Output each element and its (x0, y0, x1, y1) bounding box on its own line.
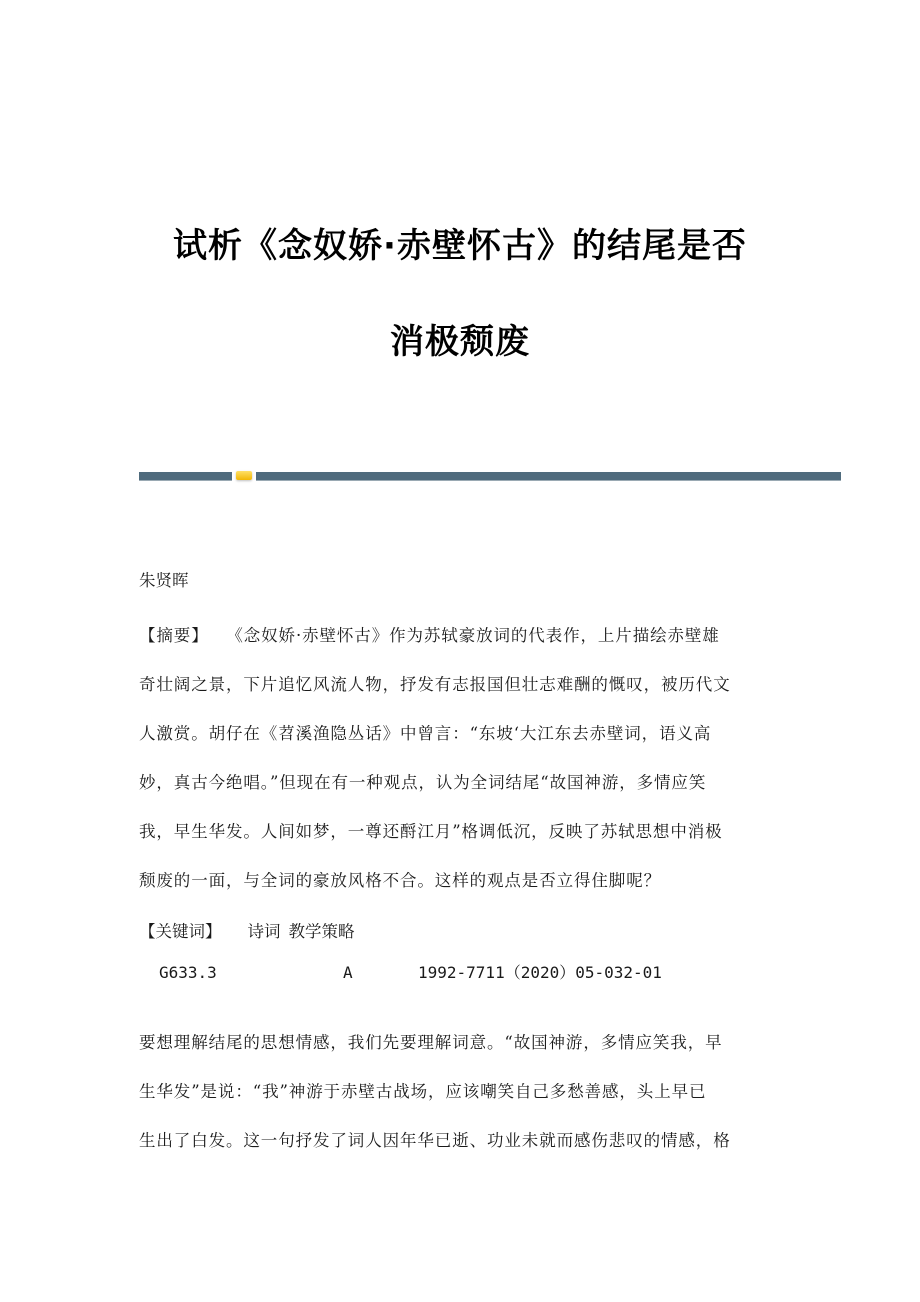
body-line: 生出了白发。这一句抒发了词人因年华已逝、功业未就而感伤悲叹的情感，格 (139, 1131, 731, 1150)
article-id: 1992-7711（2020）05-032-01 (418, 963, 662, 982)
body-line: 要想理解结尾的思想情感，我们先要理解词意。“故国神游，多情应笑我，早 (139, 1033, 723, 1052)
classification-number: G633.3 (159, 963, 217, 982)
title-divider (139, 472, 841, 480)
abstract-line: 我，早生华发。人间如梦，一尊还酹江月”格调低沉，反映了苏轼思想中消极 (139, 822, 723, 841)
keywords-label: 【关键词】 (139, 922, 222, 941)
divider-right-bar (256, 472, 841, 480)
abstract-line: 人激赏。胡仔在《苕溪渔隐丛话》中曾言：“东坡‘大江东去赤壁词，语义高 (139, 724, 712, 743)
abstract-line (139, 611, 771, 660)
body-line: 生华发”是说：“我”神游于赤壁古战场，应该嘲笑自己多愁善感，头上早已 (139, 1082, 707, 1101)
abstract-line: 妙，真古今绝唱。”但现在有一种观点，认为全词结尾“故国神游，多情应笑 (139, 773, 707, 792)
divider-ornament-icon (236, 471, 252, 480)
title-line-2: 消极颓废 (390, 322, 530, 362)
divider-left-bar (139, 472, 232, 480)
abstract-text: 《念奴娇·赤壁怀古》作为苏轼豪放词的代表作，上片描绘赤壁雄 (234, 626, 720, 645)
title-line-1: 试析《念奴娇·赤壁怀古》的结尾是否 (173, 226, 747, 266)
abstract-line: 颓废的一面，与全词的豪放风格不合。这样的观点是否立得住脚呢？ (139, 871, 661, 890)
author-name: 朱贤晖 (139, 571, 189, 590)
abstract-line: 奇壮阔之景，下片追忆风流人物，抒发有志报国但壮志难酬的慨叹，被历代文 (139, 675, 731, 694)
keyword: 教学策略 (288, 922, 355, 941)
abstract-label: 【摘要】 (139, 626, 209, 645)
keyword: 诗词 (247, 922, 281, 941)
document-code: A (343, 963, 353, 982)
